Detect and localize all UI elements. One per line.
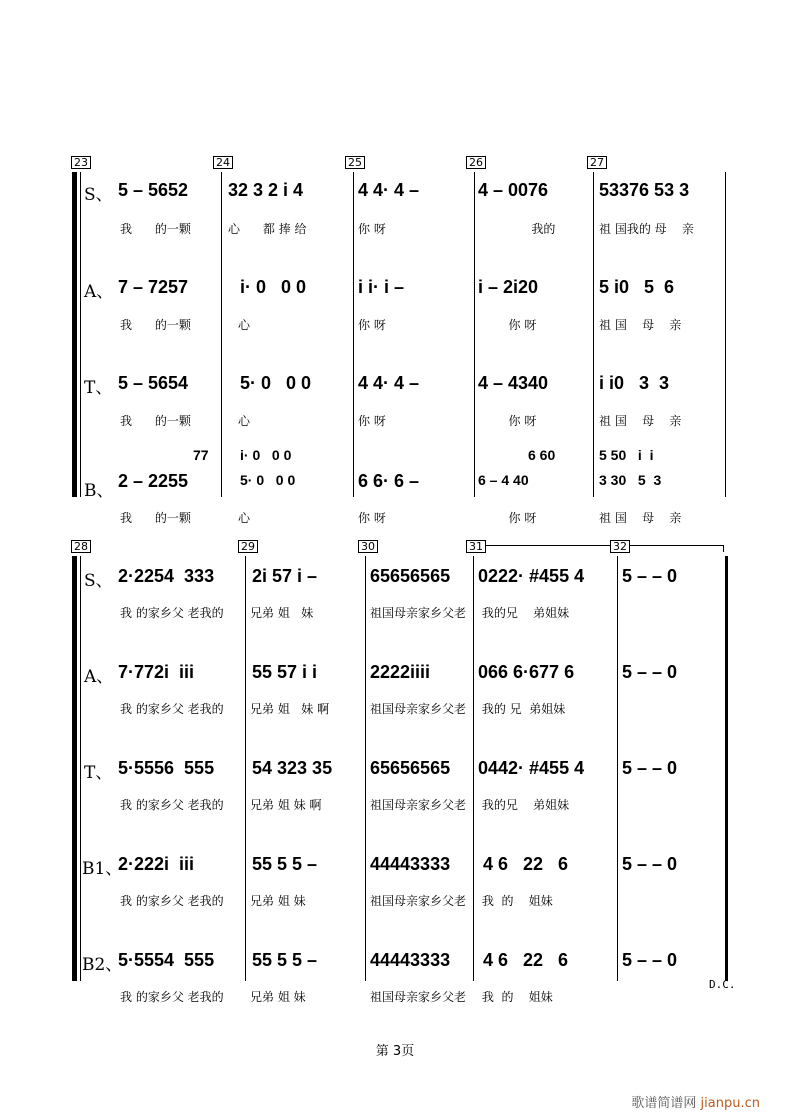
notes: 65656565 — [370, 566, 451, 586]
system-bracket — [72, 556, 77, 981]
notes: 5 – – 0 — [622, 758, 678, 778]
lyrics: 我 的家乡父 老我的 — [120, 894, 224, 908]
lyrics: 你 呀 — [478, 318, 537, 332]
lyrics: 兄弟 姐 妹 — [250, 606, 314, 620]
lyrics: 我 的家乡父 老我的 — [120, 798, 224, 812]
notes: 4 4· 4 – — [358, 180, 420, 200]
lyrics: 祖 国 母 亲 — [599, 414, 682, 428]
notes: 2·2254 333 — [118, 566, 215, 586]
bar-line — [221, 172, 222, 497]
lyrics: 祖 国 母 亲 — [599, 318, 682, 332]
notes: 5 – 5654 — [118, 373, 189, 393]
page-number: 第 3页 — [375, 1044, 415, 1059]
notes: 5· 0 0 0 — [240, 373, 312, 393]
lyrics: 兄弟 姐 妹 — [250, 894, 306, 908]
measure-number: 23 — [71, 156, 91, 169]
lyrics: 你 呀 — [478, 414, 537, 428]
final-bar-line — [725, 556, 728, 981]
lyrics: 祖国母亲家乡父老 — [370, 894, 467, 908]
lyrics: 兄弟 姐 妹 啊 — [250, 702, 330, 716]
lyrics: 祖 国 母 亲 — [599, 511, 682, 525]
part-label-bass1: B1、 — [82, 859, 123, 879]
bar-line — [593, 172, 594, 497]
part-label-soprano: S、 — [84, 185, 113, 205]
bar-line — [365, 556, 366, 981]
notes-upper: i· 0 0 0 — [240, 447, 292, 463]
lyrics: 心 — [238, 511, 251, 525]
lyrics: 心 都 捧 给 — [228, 222, 307, 236]
watermark-en: jianpu.cn — [700, 1096, 760, 1111]
notes: 5· 0 0 0 — [240, 472, 296, 488]
measure-number: 24 — [213, 156, 233, 169]
lyrics: 心 — [238, 414, 251, 428]
lyrics: 兄弟 姐 妹 啊 — [250, 798, 322, 812]
lyrics: 心 — [238, 318, 251, 332]
lyrics: 我的兄 弟姐妹 — [478, 798, 570, 812]
notes: 5·5556 555 — [118, 758, 215, 778]
notes: i i0 3 3 — [599, 373, 670, 393]
part-label-bass: B、 — [84, 481, 114, 501]
notes: 6 – 4 40 — [478, 472, 529, 488]
notes: 4 4· 4 – — [358, 373, 420, 393]
measure-number: 27 — [587, 156, 607, 169]
lyrics: 我 的家乡父 老我的 — [120, 606, 224, 620]
lyrics: 我 的一颗 — [120, 318, 191, 332]
notes: 2i 57 i – — [252, 566, 318, 586]
measure-number: 31 — [466, 540, 486, 553]
notes: 5 i0 5 6 — [599, 277, 675, 297]
da-capo-mark: D.C. — [709, 978, 736, 991]
notes: 53376 53 3 — [599, 180, 690, 200]
lyrics: 祖 国我的 母 亲 — [599, 222, 694, 236]
lyrics: 你 呀 — [358, 318, 386, 332]
notes: 4 6 22 6 — [478, 854, 569, 874]
notes: 7·772i iii — [118, 662, 195, 682]
lyrics: 我 的家乡父 老我的 — [120, 990, 224, 1004]
bar-line — [617, 556, 618, 981]
part-label-bass2: B2、 — [82, 955, 123, 975]
notes: 55 57 i i — [252, 662, 318, 682]
notes: 5 – – 0 — [622, 662, 678, 682]
notes: 3 30 5 3 — [599, 472, 662, 488]
lyrics: 祖国母亲家乡父老 — [370, 990, 467, 1004]
part-label-tenor: T、 — [84, 763, 113, 783]
bar-line-start — [80, 172, 81, 497]
bar-line — [473, 556, 474, 981]
notes: 4 – 0076 — [478, 180, 549, 200]
measure-number: 32 — [610, 540, 630, 553]
notes-upper: 77 — [193, 447, 209, 463]
lyrics: 兄弟 姐 妹 — [250, 990, 306, 1004]
lyrics: 我 的家乡父 老我的 — [120, 702, 224, 716]
lyrics: 我 的 姐妹 — [478, 894, 553, 908]
lyrics: 我的 兄 弟姐妹 — [478, 702, 566, 716]
notes: 0222· #455 4 — [478, 566, 585, 586]
lyrics: 你 呀 — [358, 414, 386, 428]
notes: 55 5 5 – — [252, 950, 318, 970]
notes: 32 3 2 i 4 — [228, 180, 304, 200]
notes: 5 – – 0 — [622, 854, 678, 874]
measure-number: 29 — [238, 540, 258, 553]
notes: 0442· #455 4 — [478, 758, 585, 778]
lyrics: 我的兄 弟姐妹 — [478, 606, 570, 620]
notes: 066 6·677 6 — [478, 662, 575, 682]
bar-line — [474, 172, 475, 497]
notes-upper: 5 50 i i — [599, 447, 654, 463]
lyrics: 你 呀 — [358, 511, 386, 525]
notes: 5 – – 0 — [622, 950, 678, 970]
lyrics: 我 的 姐妹 — [478, 990, 553, 1004]
measure-number: 26 — [466, 156, 486, 169]
notes: 5·5554 555 — [118, 950, 215, 970]
lyrics: 祖国母亲家乡父老 — [370, 606, 467, 620]
notes: 7 – 7257 — [118, 277, 189, 297]
system-bracket — [72, 172, 77, 497]
lyrics: 我 的一颗 — [120, 511, 191, 525]
notes: 5 – 5652 — [118, 180, 189, 200]
bar-line-start — [80, 556, 81, 981]
lyrics: 你 呀 — [478, 511, 537, 525]
notes: 4 – 4340 — [478, 373, 549, 393]
part-label-soprano: S、 — [84, 571, 113, 591]
bar-line — [353, 172, 354, 497]
notes: 65656565 — [370, 758, 451, 778]
watermark — [631, 1092, 760, 1111]
notes: 2·222i iii — [118, 854, 195, 874]
notes: 5 – – 0 — [622, 566, 678, 586]
lyrics: 我 的一颗 — [120, 414, 191, 428]
lyrics: 祖国母亲家乡父老 — [370, 798, 467, 812]
notes: 55 5 5 – — [252, 854, 318, 874]
bar-line — [725, 172, 726, 497]
lyrics: 你 呀 — [358, 222, 386, 236]
lyrics: 祖国母亲家乡父老 — [370, 702, 467, 716]
notes: 6 6· 6 – — [358, 471, 420, 491]
notes: i i· i – — [358, 277, 405, 297]
notes: 44443333 — [370, 854, 451, 874]
notes: i· 0 0 0 — [240, 277, 307, 297]
notes: 54 323 35 — [252, 758, 333, 778]
notes: 2222iiii — [370, 662, 431, 682]
lyrics: 我 的一颗 — [120, 222, 191, 236]
lyrics: 我的 — [478, 222, 556, 236]
part-label-alto: A、 — [84, 282, 114, 302]
notes: 44443333 — [370, 950, 451, 970]
notes-upper: 6 60 — [528, 447, 556, 463]
measure-number: 30 — [358, 540, 378, 553]
notes: 4 6 22 6 — [478, 950, 569, 970]
notes: 2 – 2255 — [118, 471, 189, 491]
part-label-alto: A、 — [84, 667, 114, 687]
bar-line — [245, 556, 246, 981]
watermark-cn: 歌谱简谱网 — [631, 1096, 697, 1111]
notes: i – 2i20 — [478, 277, 539, 297]
volta-bracket — [480, 545, 724, 552]
part-label-tenor: T、 — [84, 378, 113, 398]
measure-number: 25 — [345, 156, 365, 169]
measure-number: 28 — [71, 540, 91, 553]
